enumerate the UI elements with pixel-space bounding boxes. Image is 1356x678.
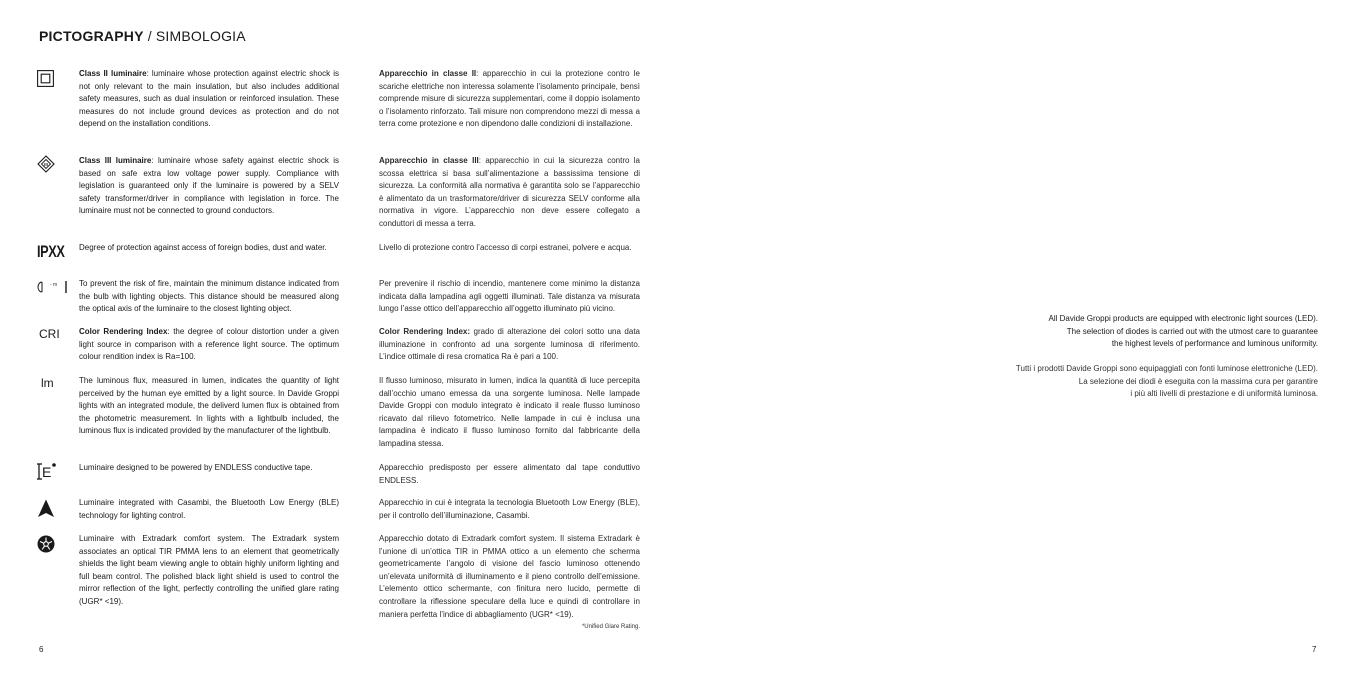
ipxx-en: Degree of protection against access of foreign bodies, dust and water. bbox=[79, 243, 327, 252]
right-text-it bbox=[938, 363, 1318, 401]
endless-label: E bbox=[42, 464, 52, 480]
class-iii-icon bbox=[37, 155, 59, 178]
right-it-line: Tutti i prodotti Davide Groppi sono equipaggiati con fonti luminose elettroniche (LED). bbox=[1015, 364, 1318, 373]
class-iii-en: Class III luminaire: luminaire whose safety against electric shock is based on safe extra low voltage power supply. Compliance with legislation is guaranteed only if the luminaire is powered by a SELV safety transformer/driver in compliance with legislation in force. The luminaire must not be connected to ground conductors. bbox=[79, 156, 339, 216]
extradark-icon bbox=[37, 535, 59, 558]
lumen-icon: lm bbox=[41, 376, 54, 390]
cri-icon: CRI bbox=[39, 327, 60, 341]
right-en-line: the highest levels of performance and luminous uniformity. bbox=[1111, 339, 1318, 349]
cri-it: Color Rendering Index: grado di alterazione dei colori sotto una data illuminazione in confronto ad una sorgente luminosa di riferimento. L’indice ottimale di resa cromatica Ra è pari a 100. bbox=[379, 327, 640, 362]
distance-en: To prevent the risk of fire, maintain the minimum distance indicated from the bulb with lighting objects. This distance should be measured along the optical axis of the luminaire to the closest lighting object. bbox=[79, 279, 339, 314]
title-rest: / SIMBOLOGIA bbox=[143, 28, 246, 44]
class-ii-icon bbox=[37, 70, 59, 92]
ipxx-it: Livello di protezione contro l’accesso di corpi estranei, polvere e acqua. bbox=[379, 243, 632, 252]
title-bold: PICTOGRAPHY bbox=[39, 28, 144, 44]
extradark-en: Luminaire with Extradark comfort system. The Extradark system associates an optical TIR PMMA lens to an element that geometrically shields the light beam viewing angle to obtain highly uniform lighting and full beam control. The polished black light shield is used to control the mirror reflection of the light, perfectly controlling the unified glare rating (UGR* <19). bbox=[79, 534, 339, 606]
class-ii-it: Apparecchio in classe II: apparecchio in cui la protezione contro le scariche elettriche non interessa solamente l’isolamento principale, bensì comprende misure di sicurezza supplementari, come il doppio isolamento o l’isolamento rinforzato. Tali misure non comprendono mezzi di messa a terra come protezione e non dipendono dalle condizioni di installazione. bbox=[379, 69, 640, 129]
right-en-line: The selection of diodes is carried out with the utmost care to guarantee bbox=[1066, 326, 1318, 336]
distance-it: Per prevenire il rischio di incendio, mantenere come minimo la distanza indicata dalla lampadina agli oggetti illuminati. Tale distanza va misurata lungo l’asse ottico dell’apparecchio all’oggetto illuminato più vicino. bbox=[379, 279, 640, 314]
class-ii-en: Class II luminaire: luminaire whose protection against electric shock is not only relevant to the main insulation, but also includes additional safety measures, such as dual insulation or reinforced insulation. These measures do not include ground devices as protection and do not depend on the installation conditions. bbox=[79, 69, 339, 129]
endless-it: Apparecchio predisposto per essere alimentato dal tape conduttivo ENDLESS. bbox=[379, 463, 640, 485]
page-title bbox=[39, 28, 246, 44]
right-en-line: All Davide Groppi products are equipped with electronic light sources (LED). bbox=[1048, 314, 1318, 323]
min-distance-label: - m bbox=[50, 282, 58, 288]
endless-en: Luminaire designed to be powered by ENDLESS conductive tape. bbox=[79, 463, 313, 472]
ipxx-icon: IPXX bbox=[37, 242, 65, 261]
svg-text:III: III bbox=[44, 161, 48, 167]
right-text-en bbox=[938, 313, 1318, 351]
right-it-line: La selezione dei diodi è eseguita con la massima cura per garantire bbox=[1078, 376, 1318, 386]
casambi-it: Apparecchio in cui è integrata la tecnologia Bluetooth Low Energy (BLE), per il controllo dell’illuminazione, Casambi. bbox=[379, 498, 640, 520]
cri-en: Color Rendering Index: the degree of colour distortion under a given light source in comparison with a reference light source. The optimum colour rendition index is Ra=100. bbox=[79, 327, 339, 362]
lumen-it: Il flusso luminoso, misurato in lumen, indica la quantità di luce percepita dall’occhio umano emessa da una sorgente luminosa. Nelle lampade Davide Groppi con modulo integrato è indicato il reale flusso luminoso ricavato dal rilievo fotometrico. Nelle lampade in cui è inclusa una lampadina è indicato il flusso luminoso fornito dal fabbricante della lampadina stessa. bbox=[379, 376, 640, 448]
lumen-en: The luminous flux, measured in lumen, indicates the quantity of light perceived by the human eye emitted by a light source. In Davide Groppi lights with an integrated module, the deliverd lumen flux is obtained from the photometric measurement. In lights with a lightbulb included, the luminous flux is indicated provided by the manufacturer of the lightbulb. bbox=[79, 376, 339, 436]
page-number-left: 6 bbox=[39, 645, 44, 654]
class-iii-it: Apparecchio in classe III: apparecchio in cui la sicurezza contro la scossa elettrica si basa sull’alimentazione a bassissima tensione di sicurezza. La conformità alla normativa è garantita solo se l’apparecchio è alimentato da un trasformatore/driver di sicurezza SELV conforme alla normativa in vigore. L’apparecchio non deve essere collegato a conduttori di messa a terra. bbox=[379, 156, 641, 228]
casambi-en: Luminaire integrated with Casambi, the Bluetooth Low Energy (BLE) technology for lighting control. bbox=[79, 498, 339, 520]
footnote: *Unified Glare Rating. bbox=[581, 624, 640, 630]
right-it-line: i più alti livelli di prestazione e di uniformità luminosa. bbox=[1130, 389, 1318, 399]
page-number-right: 7 bbox=[1312, 645, 1317, 654]
extradark-it: Apparecchio dotato di Extradark comfort system. Il sistema Extradark è l’unione di un’ottica TIR in PMMA ottico a un elemento che scherma geometricamente l’angolo di visione del fascio luminoso ottenendo un’elevata uniformità di illuminamento e il pieno controllo dell’emissione. L’elemento ottico schermante, con finitura nero lucido, permette di controllare la riflessione speculare della luce e quindi di controllare in maniera perfetta l’indice di abbagliamento (UGR* <19). bbox=[379, 534, 640, 619]
casambi-icon bbox=[37, 499, 59, 523]
